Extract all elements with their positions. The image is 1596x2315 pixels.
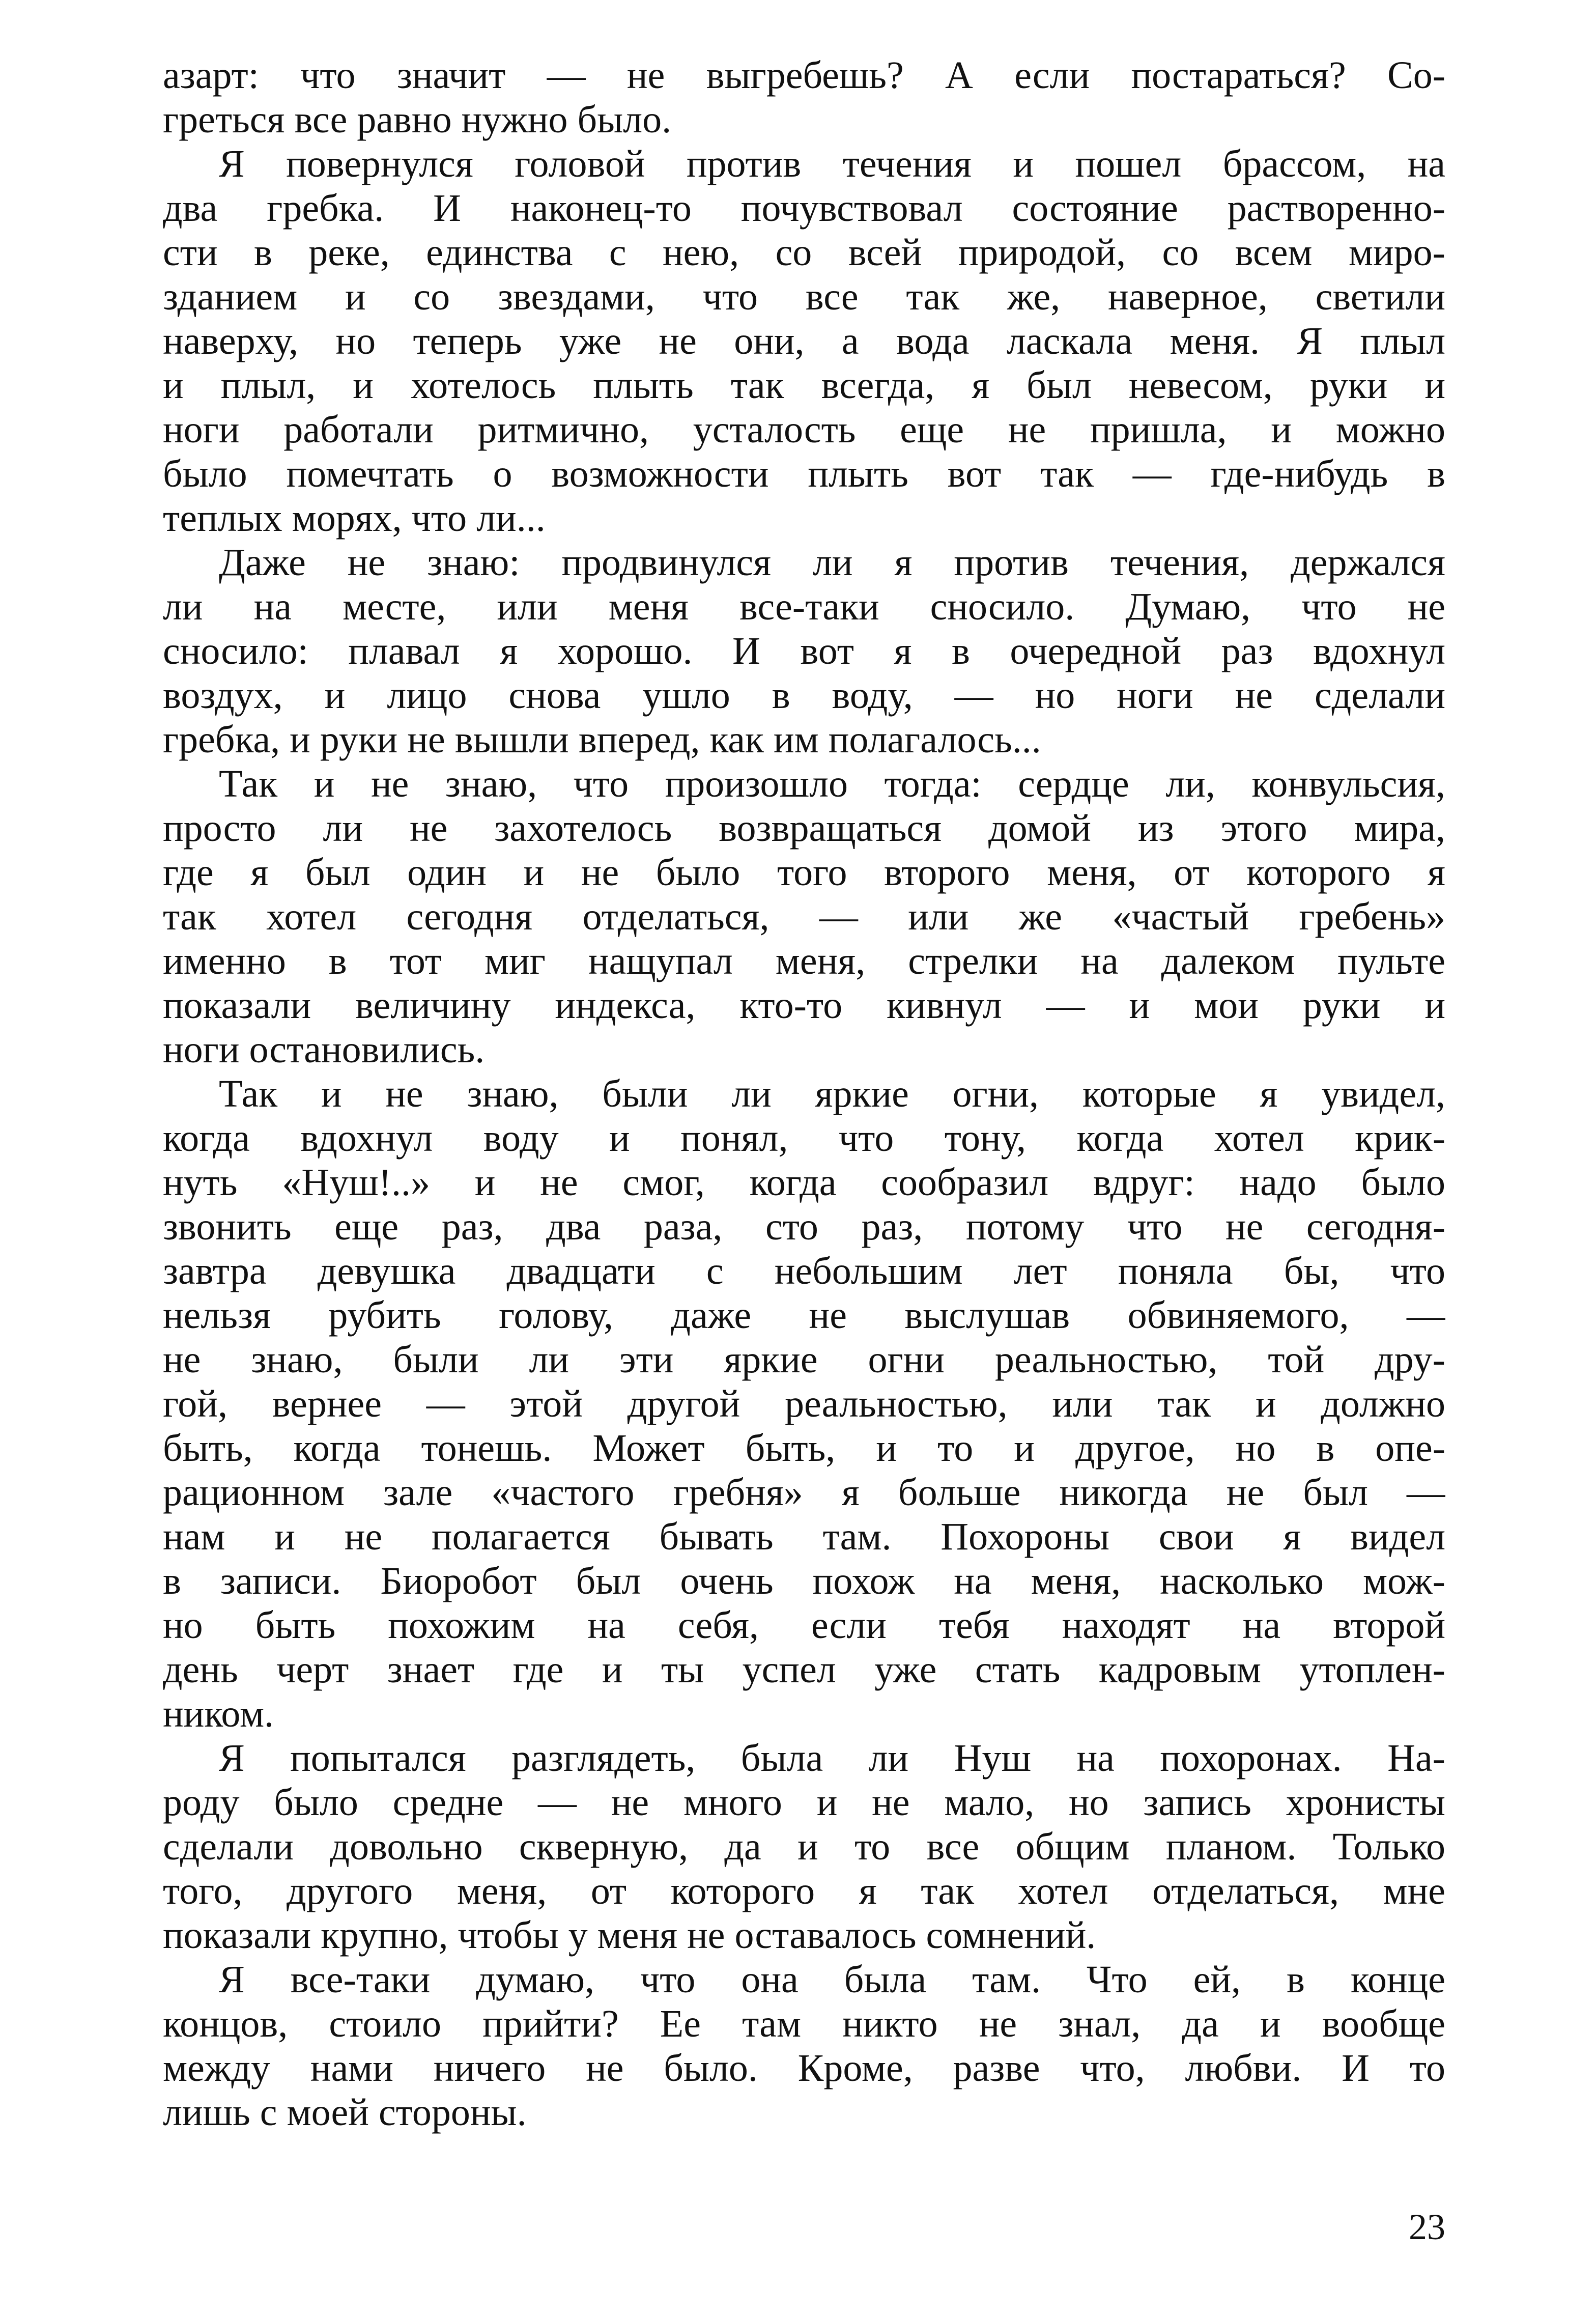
text-line: лишь с моей стороны. (163, 2091, 527, 2134)
text-line: Так и не знаю, что произошло тогда: сердце ли, конвульсия, (219, 763, 1445, 805)
paragraph (163, 142, 1445, 541)
text-line: но быть похожим на себя, если тебя находят на второй (163, 1604, 1445, 1647)
text-line: когда вдохнул воду и понял, что тону, когда хотел крик- (163, 1117, 1445, 1160)
text-line: в записи. Биоробот был очень похож на меня, насколько мож- (163, 1560, 1445, 1602)
text-line: концов, стоило прийти? Ее там никто не знал, да и вообще (163, 2002, 1445, 2045)
paragraph (163, 1736, 1445, 1958)
text-line: теплых морях, что ли... (163, 497, 546, 540)
text-body (163, 53, 1445, 2135)
text-line: гребка, и руки не вышли вперед, как им полагалось... (163, 718, 1041, 761)
text-line: звонить еще раз, два раза, сто раз, потому что не сегодня- (163, 1205, 1445, 1248)
text-line: зданием и со звездами, что все так же, наверное, светили (163, 275, 1445, 318)
text-line: показали крупно, чтобы у меня не оставалось сомнений. (163, 1914, 1096, 1957)
text-line: не знаю, были ли эти яркие огни реальностью, той дру- (163, 1338, 1445, 1381)
text-line: нам и не полагается бывать там. Похороны свои я видел (163, 1515, 1445, 1558)
paragraph (163, 541, 1445, 762)
text-line: нельзя рубить голову, даже не выслушав обвиняемого, — (163, 1294, 1445, 1337)
text-line: ноги остановились. (163, 1028, 485, 1071)
paragraph (163, 1958, 1445, 2135)
page-number: 23 (1409, 2207, 1445, 2247)
text-line: быть, когда тонешь. Может быть, и то и другое, но в опе- (163, 1427, 1445, 1470)
text-line: греться все равно нужно было. (163, 98, 672, 141)
text-line: гой, вернее — этой другой реальностью, или так и должно (163, 1382, 1445, 1425)
text-line: того, другого меня, от которого я так хотел отделаться, мне (163, 1870, 1445, 1912)
text-line: Я повернулся головой против течения и пошел брассом, на (219, 143, 1445, 185)
text-line: роду было средне — не много и не мало, но запись хронисты (163, 1781, 1445, 1824)
text-line: сносило: плавал я хорошо. И вот я в очередной раз вдохнул (163, 630, 1445, 672)
text-line: и плыл, и хотелось плыть так всегда, я был невесом, руки и (163, 364, 1445, 407)
text-line: показали величину индекса, кто-то кивнул — и мои руки и (163, 984, 1445, 1027)
text-line: нуть «Нуш!..» и не смог, когда сообразил вдруг: надо было (163, 1161, 1445, 1204)
text-line: Я попытался разглядеть, была ли Нуш на похоронах. На- (219, 1737, 1445, 1780)
paragraph (163, 762, 1445, 1072)
text-line: день черт знает где и ты успел уже стать кадровым утоплен- (163, 1648, 1445, 1691)
text-line: ноги работали ритмично, усталость еще не пришла, и можно (163, 408, 1445, 451)
text-line: Так и не знаю, были ли яркие огни, которые я увидел, (219, 1072, 1445, 1115)
text-line: было помечтать о возможности плыть вот так — где-нибудь в (163, 453, 1445, 495)
text-line: два гребка. И наконец-то почувствовал состояние растворенно- (163, 187, 1445, 230)
text-line: так хотел сегодня отделаться, — или же «частый гребень» (163, 895, 1445, 938)
text-line: ником. (163, 1692, 274, 1735)
text-line: Я все-таки думаю, что она была там. Что ей, в конце (219, 1958, 1445, 2001)
text-line: где я был один и не было того второго меня, от которого я (163, 851, 1445, 894)
text-line: именно в тот миг нащупал меня, стрелки на далеком пульте (163, 940, 1445, 982)
paragraph (163, 1072, 1445, 1736)
text-line: просто ли не захотелось возвращаться домой из этого мира, (163, 807, 1445, 850)
text-line: ли на месте, или меня все-таки сносило. Думаю, что не (163, 585, 1445, 628)
paragraph (163, 53, 1445, 142)
text-line: завтра девушка двадцати с небольшим лет поняла бы, что (163, 1250, 1445, 1292)
text-line: между нами ничего не было. Кроме, разве что, любви. И то (163, 2047, 1445, 2090)
text-line: азарт: что значит — не выгребешь? А если постараться? Со- (163, 54, 1445, 97)
text-line: сделали довольно скверную, да и то все общим планом. Только (163, 1825, 1445, 1868)
text-line: воздух, и лицо снова ушло в воду, — но ноги не сделали (163, 674, 1445, 717)
text-line: рационном зале «частого гребня» я больше никогда не был — (163, 1471, 1445, 1514)
text-line: сти в реке, единства с нею, со всей природой, со всем миро- (163, 231, 1445, 274)
text-line: наверху, но теперь уже не они, а вода ласкала меня. Я плыл (163, 320, 1445, 362)
text-line: Даже не знаю: продвинулся ли я против течения, держался (219, 541, 1445, 584)
